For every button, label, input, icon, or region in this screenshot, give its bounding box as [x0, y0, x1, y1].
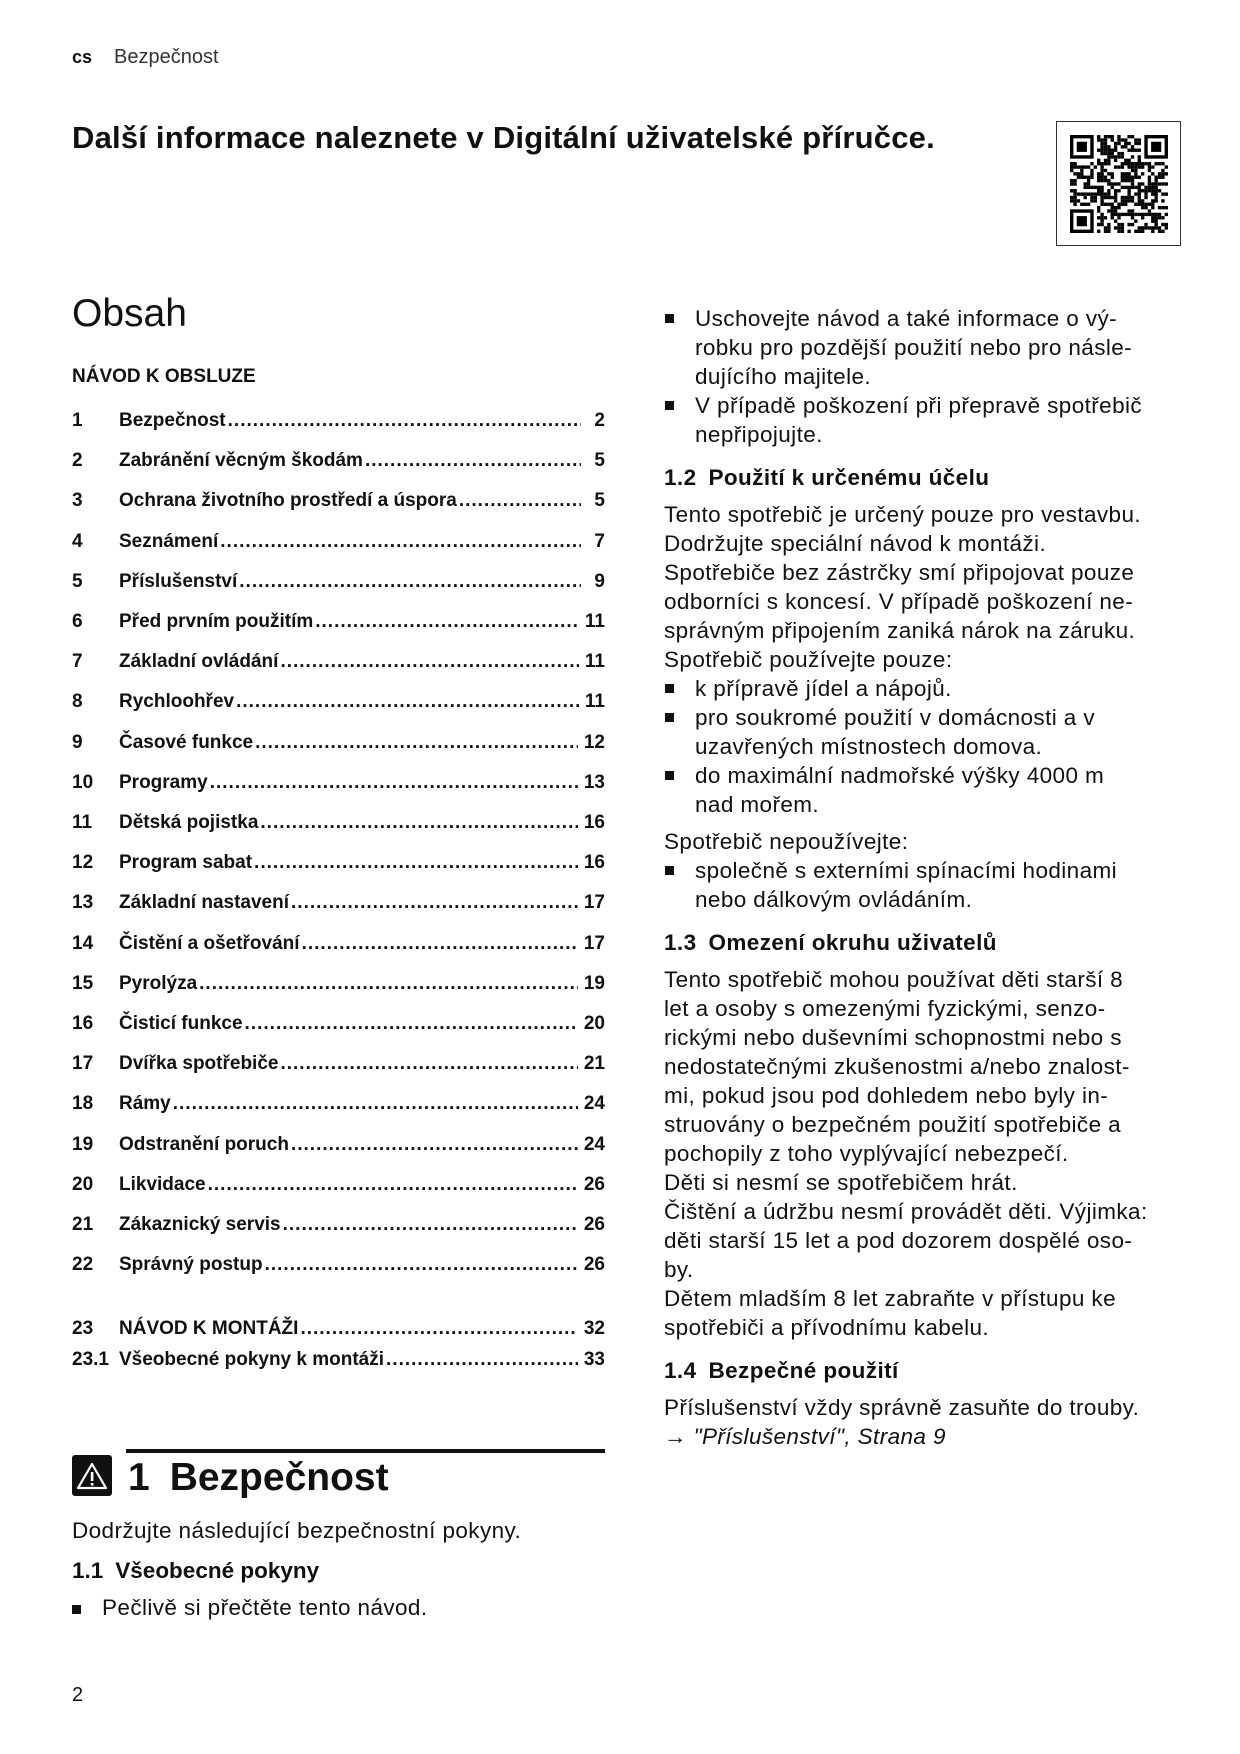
toc-entry-page: 19 [583, 972, 605, 994]
text-line: Tento spotřebič mohou používat děti starší 8 [664, 967, 1124, 992]
toc-entry[interactable] [72, 772, 605, 798]
toc-entry[interactable] [72, 1013, 605, 1039]
toc-leader-dots [291, 1134, 578, 1156]
toc-entry-number: 3 [72, 490, 83, 512]
subsection-heading [664, 463, 1204, 492]
text-line: nepřipojujte. [695, 422, 823, 447]
text-line: k přípravě jídel a nápojů. [695, 676, 952, 701]
toc-entry-title: Rámy [119, 1093, 171, 1115]
bullet-text [695, 761, 1104, 819]
toc-leader-dots [386, 1349, 578, 1371]
toc-entry-number: 4 [72, 530, 83, 552]
toc-entry-page: 24 [583, 1133, 605, 1155]
toc-leader-dots [220, 531, 581, 553]
toc-leader-dots [265, 1254, 578, 1276]
toc-entry-page: 11 [584, 611, 605, 632]
toc-entry-title: Odstranění poruch [119, 1133, 289, 1155]
subsection-heading [664, 928, 1204, 957]
toc-entry-number: 18 [72, 1093, 94, 1115]
toc-entry-page: 24 [583, 1093, 605, 1115]
toc-entry[interactable] [72, 490, 605, 516]
toc-entry-page: 32 [583, 1318, 605, 1339]
bullet-item [664, 674, 1204, 703]
toc-leader-dots [245, 1013, 578, 1035]
toc-heading: Obsah [72, 292, 187, 335]
toc-entry[interactable] [72, 1053, 605, 1079]
toc-leader-dots [280, 651, 578, 673]
toc-entry-page: 26 [583, 1214, 605, 1235]
toc-entry-title: Program sabat [119, 852, 253, 874]
toc-entry-title: Bezpečnost [119, 410, 226, 431]
paragraph [664, 1393, 1204, 1422]
subsection-number: 1.4 [664, 1358, 697, 1383]
toc-entry-title: Příslušenství [119, 570, 238, 592]
bullet-item [664, 761, 1204, 819]
toc-entry[interactable] [72, 732, 605, 758]
subsection-heading [664, 1356, 1204, 1385]
text-line: Tento spotřebič je určený pouze pro vestavbu. [664, 502, 1142, 527]
toc-entry-number: 16 [72, 1013, 94, 1034]
section-number: 1 [128, 1456, 150, 1499]
text-line: uzavřených místnostech domova. [695, 734, 1043, 759]
toc-entry[interactable] [72, 410, 605, 436]
toc-entry-page: 7 [594, 530, 605, 552]
toc-entry-title: Dětská pojistka [119, 812, 259, 833]
toc-entry-number: 7 [72, 651, 83, 673]
text-line: robku pro pozdější použití nebo pro násle- [695, 335, 1133, 360]
toc-entry-number: 12 [72, 852, 94, 874]
toc-entry-title: NÁVOD K MONTÁŽI [119, 1318, 299, 1339]
bullet-text [695, 703, 1095, 761]
toc-entry-title: Programy [119, 771, 208, 793]
toc-entry[interactable] [72, 1349, 605, 1375]
toc-entry-number: 23 [72, 1318, 94, 1339]
toc-entry-title: Základní ovládání [119, 651, 279, 673]
text-line: Čištění a údržbu nesmí provádět děti. Výjimka: [664, 1199, 1148, 1224]
toc-entry-title: Všeobecné pokyny k montáži [119, 1349, 385, 1370]
toc-entry[interactable] [72, 852, 605, 878]
text-line: pro soukromé použití v domácnosti a v [695, 705, 1095, 730]
toc-entry[interactable] [72, 892, 605, 918]
toc-entry-number: 8 [72, 691, 83, 713]
toc-entry[interactable] [72, 973, 605, 999]
toc-entry-title: Ochrana životního prostředí a úspora [119, 490, 457, 512]
right-column [664, 304, 1204, 1451]
toc-entry[interactable] [72, 611, 605, 637]
bullet-item [664, 703, 1204, 761]
text-line: mi, pokud jsou pod dohledem nebo byly in- [664, 1083, 1109, 1108]
toc-entry-number: 21 [72, 1214, 94, 1235]
cross-reference-link[interactable] [664, 1422, 1204, 1451]
bullet-item [664, 304, 1204, 391]
toc-entry-title: Zabránění věcným škodám [119, 450, 363, 472]
subsection-heading [72, 1558, 319, 1584]
paragraph [664, 827, 1204, 856]
toc-entry-number: 11 [72, 812, 93, 833]
toc-entry-number: 14 [72, 932, 94, 954]
toc-entry-number: 22 [72, 1254, 94, 1276]
section-rule [126, 1449, 605, 1453]
toc-entry[interactable] [72, 450, 605, 476]
text-line: děti starší 15 let a pod dozorem dospělé oso- [664, 1228, 1133, 1253]
section-intro: Dodržujte následující bezpečnostní pokyny. [72, 1518, 522, 1543]
text-line: odborníci s koncesí. V případě poškození ne- [664, 589, 1134, 614]
toc-leader-dots [236, 691, 579, 713]
toc-entry-number: 1 [72, 410, 83, 431]
toc-entry-number: 20 [72, 1173, 94, 1195]
toc-entry-page: 17 [583, 892, 605, 914]
subsection-title: Omezení okruhu uživatelů [708, 930, 997, 955]
toc-entry-number: 5 [72, 570, 83, 592]
toc-entry-title: Pyrolýza [119, 972, 198, 994]
toc-entry-page: 12 [583, 731, 605, 753]
bullet-square-icon [665, 771, 674, 780]
header-section: Bezpečnost [114, 46, 219, 68]
arrow-right-icon: → [664, 1424, 687, 1449]
bullet-square-icon [665, 866, 674, 875]
toc-leader-dots [228, 410, 581, 432]
bullet-square-icon [665, 713, 674, 722]
text-line: Děti si nesmí se spotřebičem hrát. [664, 1170, 1018, 1195]
toc-entry-page: 17 [583, 932, 605, 954]
text-line: nebo dálkovým ovládáním. [695, 887, 973, 912]
bullet-text [695, 391, 1142, 449]
toc-entry-number: 15 [72, 972, 94, 994]
toc-leader-dots [208, 1174, 578, 1196]
bullet-square-icon [72, 1605, 81, 1614]
toc-entry-page: 2 [594, 410, 605, 431]
toc-entry-title: Seznámení [119, 530, 219, 552]
text-line: V případě poškození při přepravě spotřebič [695, 393, 1143, 418]
section-heading [128, 1456, 389, 1500]
toc-entry[interactable] [72, 933, 605, 959]
text-line: správným připojením zaniká nárok na záruku. [664, 618, 1136, 643]
paragraph [664, 965, 1204, 1342]
toc-entry-number: 19 [72, 1133, 94, 1155]
subsection-title: Všeobecné pokyny [115, 1558, 320, 1583]
toc-entry[interactable] [72, 812, 605, 838]
toc-leader-dots [210, 772, 578, 794]
toc-entry-title: Čisticí funkce [119, 1013, 243, 1034]
toc-leader-dots [291, 892, 578, 914]
toc-leader-dots [260, 812, 577, 834]
reference-text[interactable]: "Příslušenství", Strana 9 [693, 1424, 946, 1449]
toc-subheading: NÁVOD K OBSLUZE [72, 366, 256, 387]
subsection-title: Použití k určenému účelu [708, 465, 990, 490]
toc-entry-number: 6 [72, 611, 83, 632]
toc-entry-page: 33 [583, 1349, 605, 1370]
text-line: let a osoby s omezenými fyzickými, senzo- [664, 996, 1106, 1021]
text-line: Dětem mladším 8 let zabraňte v přístupu ke [664, 1286, 1116, 1311]
toc-entry[interactable] [72, 571, 605, 597]
toc-entry[interactable] [72, 1214, 605, 1240]
text-line: Příslušenství vždy správně zasuňte do trouby. [664, 1395, 1140, 1420]
toc-entry-page: 9 [594, 570, 605, 592]
text-line: do maximální nadmořské výšky 4000 m [695, 763, 1105, 788]
bullet-square-icon [665, 314, 674, 323]
text-line: Spotřebiče bez zástrčky smí připojovat pouze [664, 560, 1135, 585]
toc-leader-dots [173, 1093, 578, 1115]
text-line: rickými nebo duševními schopnostmi nebo s [664, 1025, 1122, 1050]
toc-entry[interactable] [72, 1134, 605, 1160]
toc-leader-dots [199, 973, 578, 995]
toc-entry-title: Dvířka spotřebiče [119, 1053, 279, 1075]
toc-entry-page: 20 [583, 1013, 605, 1034]
page-number: 2 [72, 1684, 84, 1706]
toc-entry[interactable] [72, 651, 605, 677]
bullet-item [664, 391, 1204, 449]
toc-entry[interactable] [72, 1093, 605, 1119]
toc-entry-title: Rychloohřev [119, 691, 235, 713]
text-line: Uschovejte návod a také informace o vý- [695, 306, 1118, 331]
toc-entry-page: 26 [583, 1254, 605, 1276]
language-code: cs [72, 47, 93, 67]
text-line: nad mořem. [695, 792, 820, 817]
toc-entry-number: 9 [72, 731, 83, 753]
toc-entry[interactable] [72, 691, 605, 717]
paragraph [664, 500, 1204, 674]
toc-entry-page: 5 [594, 490, 605, 512]
bullet-text [695, 674, 952, 703]
qr-code[interactable] [1056, 121, 1181, 246]
toc-entry-title: Základní nastavení [119, 892, 290, 914]
text-line: dujícího majitele. [695, 364, 872, 389]
bullet-text: Pečlivě si přečtěte tento návod. [102, 1595, 428, 1620]
toc-leader-dots [254, 852, 578, 874]
toc-entry-page: 11 [584, 691, 605, 713]
toc-entry[interactable] [72, 1254, 605, 1280]
toc-entry-title: Časové funkce [119, 731, 254, 753]
text-line: nedostatečnými zkušenostmi a/nebo znalost- [664, 1054, 1130, 1079]
digital-manual-title: Další informace naleznete v Digitální uživatelské příručce. [72, 120, 935, 155]
toc-entry-page: 21 [583, 1053, 605, 1075]
toc-entry-number: 2 [72, 450, 83, 472]
qr-code-icon [1070, 135, 1168, 233]
toc-entry-title: Čistění a ošetřování [119, 932, 300, 954]
text-line: Spotřebič nepoužívejte: [664, 829, 909, 854]
subsection-number: 1.2 [664, 465, 697, 490]
toc-entry-title: Správný postup [119, 1254, 263, 1276]
toc-entry-page: 26 [583, 1173, 605, 1195]
toc-entry-number: 23.1 [72, 1349, 109, 1370]
toc-entry-number: 10 [72, 771, 94, 793]
toc-entry-title: Před prvním použitím [119, 611, 314, 632]
toc-entry-page: 13 [583, 771, 605, 793]
subsection-number: 1.1 [72, 1558, 104, 1583]
bullet-text [695, 304, 1132, 391]
text-line: pochopily z toho vyplývající nebezpečí. [664, 1141, 1069, 1166]
bullet-item [664, 856, 1204, 914]
text-line: spotřebiči a přívodnímu kabelu. [664, 1315, 990, 1340]
text-line: společně s externími spínacími hodinami [695, 858, 1118, 883]
toc-leader-dots [255, 732, 578, 754]
text-line: by. [664, 1257, 694, 1282]
text-line: struovány o bezpečném použití spotřebiče a [664, 1112, 1122, 1137]
toc-entry-title: Zákaznický servis [119, 1214, 281, 1235]
text-line: Dodržujte speciální návod k montáži. [664, 531, 1047, 556]
warning-icon [72, 1455, 112, 1496]
toc-leader-dots [365, 450, 581, 472]
toc-entry[interactable] [72, 1318, 605, 1344]
toc-entry-page: 16 [583, 812, 605, 833]
toc-entry-number: 17 [72, 1053, 94, 1075]
bullet-square-icon [665, 684, 674, 693]
toc-leader-dots [459, 490, 581, 512]
bullet-text [695, 856, 1117, 914]
toc-entry-page: 16 [583, 852, 605, 874]
toc-leader-dots [302, 933, 578, 955]
toc-leader-dots [300, 1318, 577, 1340]
toc-entry-title: Likvidace [119, 1173, 206, 1195]
toc-leader-dots [239, 571, 581, 593]
toc-entry-page: 5 [594, 450, 605, 472]
subsection-number: 1.3 [664, 930, 697, 955]
toc-entry-page: 11 [584, 651, 605, 673]
toc-entry-number: 13 [72, 892, 94, 914]
text-line: Spotřebič používejte pouze: [664, 647, 953, 672]
toc-leader-dots [283, 1214, 578, 1236]
bullet-square-icon [665, 401, 674, 410]
section-title: Bezpečnost [169, 1456, 389, 1499]
toc-leader-dots [315, 611, 579, 633]
toc-entry[interactable] [72, 531, 605, 557]
toc-entry[interactable] [72, 1174, 605, 1200]
bullet-item [72, 1595, 427, 1621]
running-header [72, 46, 219, 69]
toc-leader-dots [280, 1053, 577, 1075]
subsection-title: Bezpečné použití [708, 1358, 899, 1383]
